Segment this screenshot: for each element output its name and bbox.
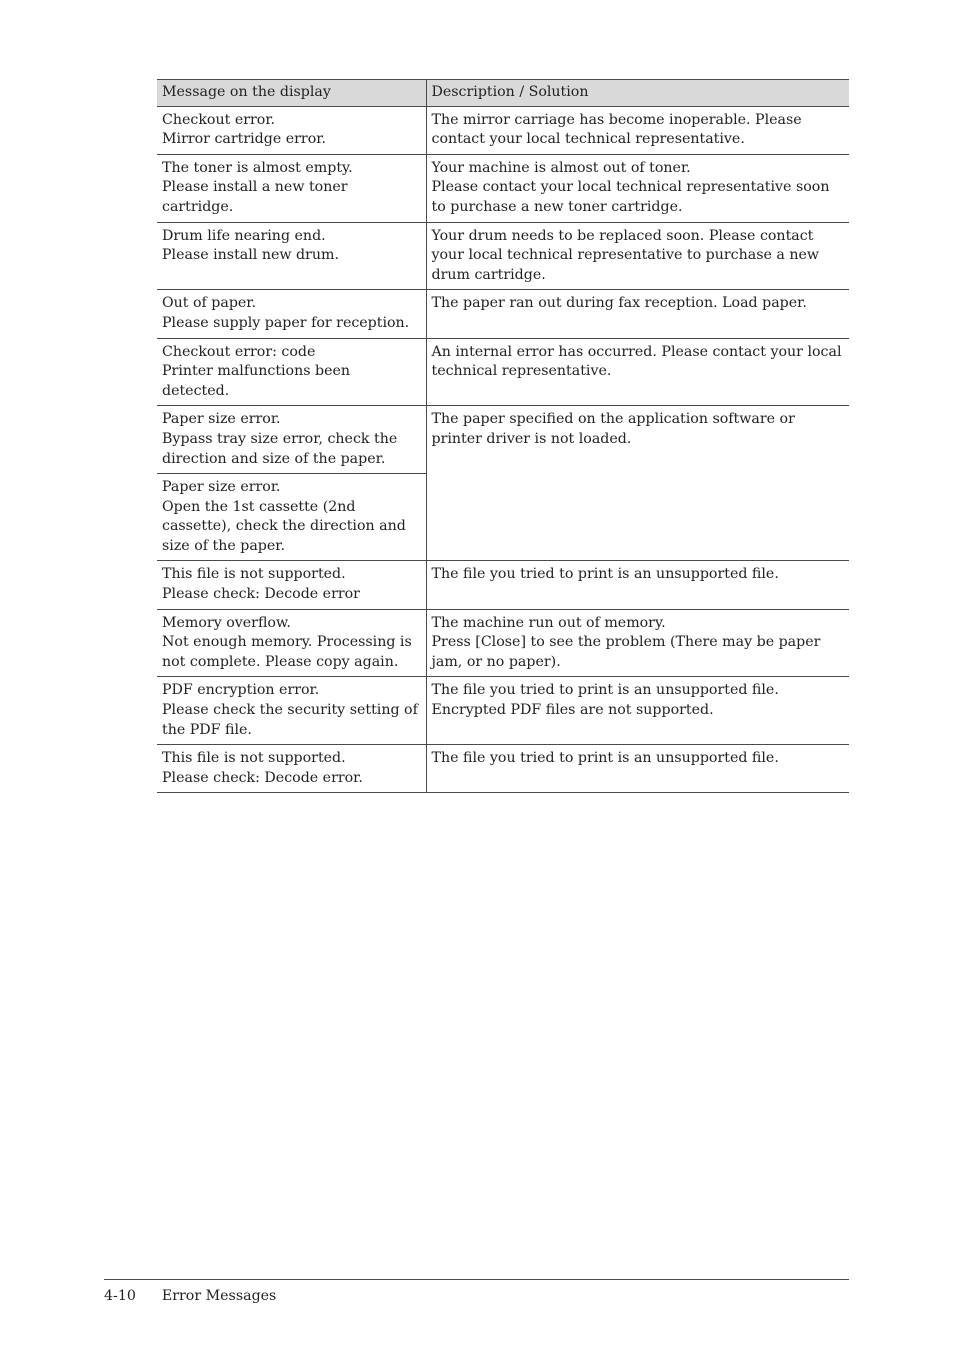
message-cell: [157, 222, 426, 290]
message-line: Please check: Decode error: [162, 586, 360, 603]
message-line: Open the 1st cassette (2nd cassette), check the direction and size of the paper.: [162, 498, 411, 554]
message-line: Please check: Decode error.: [162, 769, 363, 786]
description-cell: [426, 609, 849, 677]
page-footer: [104, 1287, 276, 1305]
description-line: An internal error has occurred. Please contact your local technical representative.: [431, 343, 846, 380]
description-cell: [426, 154, 849, 222]
description-line: The file you tried to print is an unsupported file.: [431, 682, 779, 699]
table-row: [157, 154, 849, 222]
message-line: The toner is almost empty.: [162, 159, 353, 176]
description-line: The file you tried to print is an unsupported file.: [431, 566, 779, 583]
message-cell: [157, 338, 426, 406]
message-line: Paper size error.: [162, 411, 281, 428]
message-line: Checkout error: code: [162, 343, 316, 360]
message-line: Mirror cartridge error.: [162, 131, 326, 148]
column-header-description: Description / Solution: [426, 80, 849, 107]
description-line: The file you tried to print is an unsupported file.: [431, 750, 779, 767]
description-cell: [426, 561, 849, 609]
message-line: Checkout error.: [162, 111, 276, 128]
description-line: Please contact your local technical representative soon to purchase a new toner cartridge.: [431, 179, 834, 215]
description-line: Your drum needs to be replaced soon. Please contact your local technical representative to purchase a new drum cartridge.: [431, 227, 824, 283]
message-line: Memory overflow.: [162, 614, 291, 631]
message-cell: [157, 609, 426, 677]
message-cell: [157, 474, 426, 561]
description-line: The paper ran out during fax reception. Load paper.: [431, 295, 807, 312]
table-row: [157, 677, 849, 745]
column-header-message: Message on the display: [157, 80, 426, 107]
table-row: [157, 406, 849, 474]
message-cell: [157, 677, 426, 745]
description-cell: [426, 106, 849, 154]
description-cell: [426, 406, 849, 561]
message-line: PDF encryption error.: [162, 682, 320, 699]
message-line: Printer malfunctions been detected.: [162, 363, 355, 399]
description-line: The paper specified on the application software or printer driver is not loaded.: [431, 411, 800, 447]
description-cell: [426, 338, 849, 406]
table-row: [157, 222, 849, 290]
message-line: Not enough memory. Processing is not complete. Please copy again.: [162, 634, 417, 670]
table-row: [157, 106, 849, 154]
description-cell: [426, 745, 849, 793]
table-row: [157, 338, 849, 406]
table-row: [157, 609, 849, 677]
table-body: [157, 106, 849, 793]
error-messages-table: [157, 79, 849, 793]
message-line: Paper size error.: [162, 479, 281, 496]
description-cell: [426, 290, 849, 338]
message-cell: [157, 561, 426, 609]
message-line: Out of paper.: [162, 295, 257, 312]
message-cell: [157, 406, 426, 474]
description-line: The mirror carriage has become inoperable. Please contact your local technical representative.: [431, 111, 807, 148]
message-line: Bypass tray size error, check the direction and size of the paper.: [162, 430, 402, 467]
message-line: Please check the security setting of the PDF file.: [162, 702, 423, 738]
description-cell: [426, 222, 849, 290]
table-row: [157, 561, 849, 609]
message-line: Please install new drum.: [162, 247, 339, 264]
table-row: [157, 745, 849, 793]
message-cell: [157, 290, 426, 338]
section-title: Error Messages: [161, 1288, 277, 1304]
message-cell: [157, 154, 426, 222]
message-line: Please supply paper for reception.: [162, 314, 410, 331]
description-cell: [426, 677, 849, 745]
description-line: Encrypted PDF files are not supported.: [431, 702, 714, 719]
message-line: Please install a new toner cartridge.: [162, 179, 353, 215]
message-line: This file is not supported.: [162, 566, 346, 583]
message-line: This file is not supported.: [162, 750, 346, 767]
description-line: Your machine is almost out of toner.: [431, 159, 691, 176]
footer-divider: [104, 1279, 849, 1280]
table-header-row: [157, 80, 849, 107]
message-cell: [157, 745, 426, 793]
page-number: 4-10: [104, 1288, 136, 1304]
description-line: The machine run out of memory.: [431, 614, 666, 631]
description-line: Press [Close] to see the problem (There may be paper jam, or no paper).: [431, 634, 825, 670]
message-line: Drum life nearing end.: [162, 227, 326, 244]
table-row: [157, 290, 849, 338]
message-cell: [157, 106, 426, 154]
